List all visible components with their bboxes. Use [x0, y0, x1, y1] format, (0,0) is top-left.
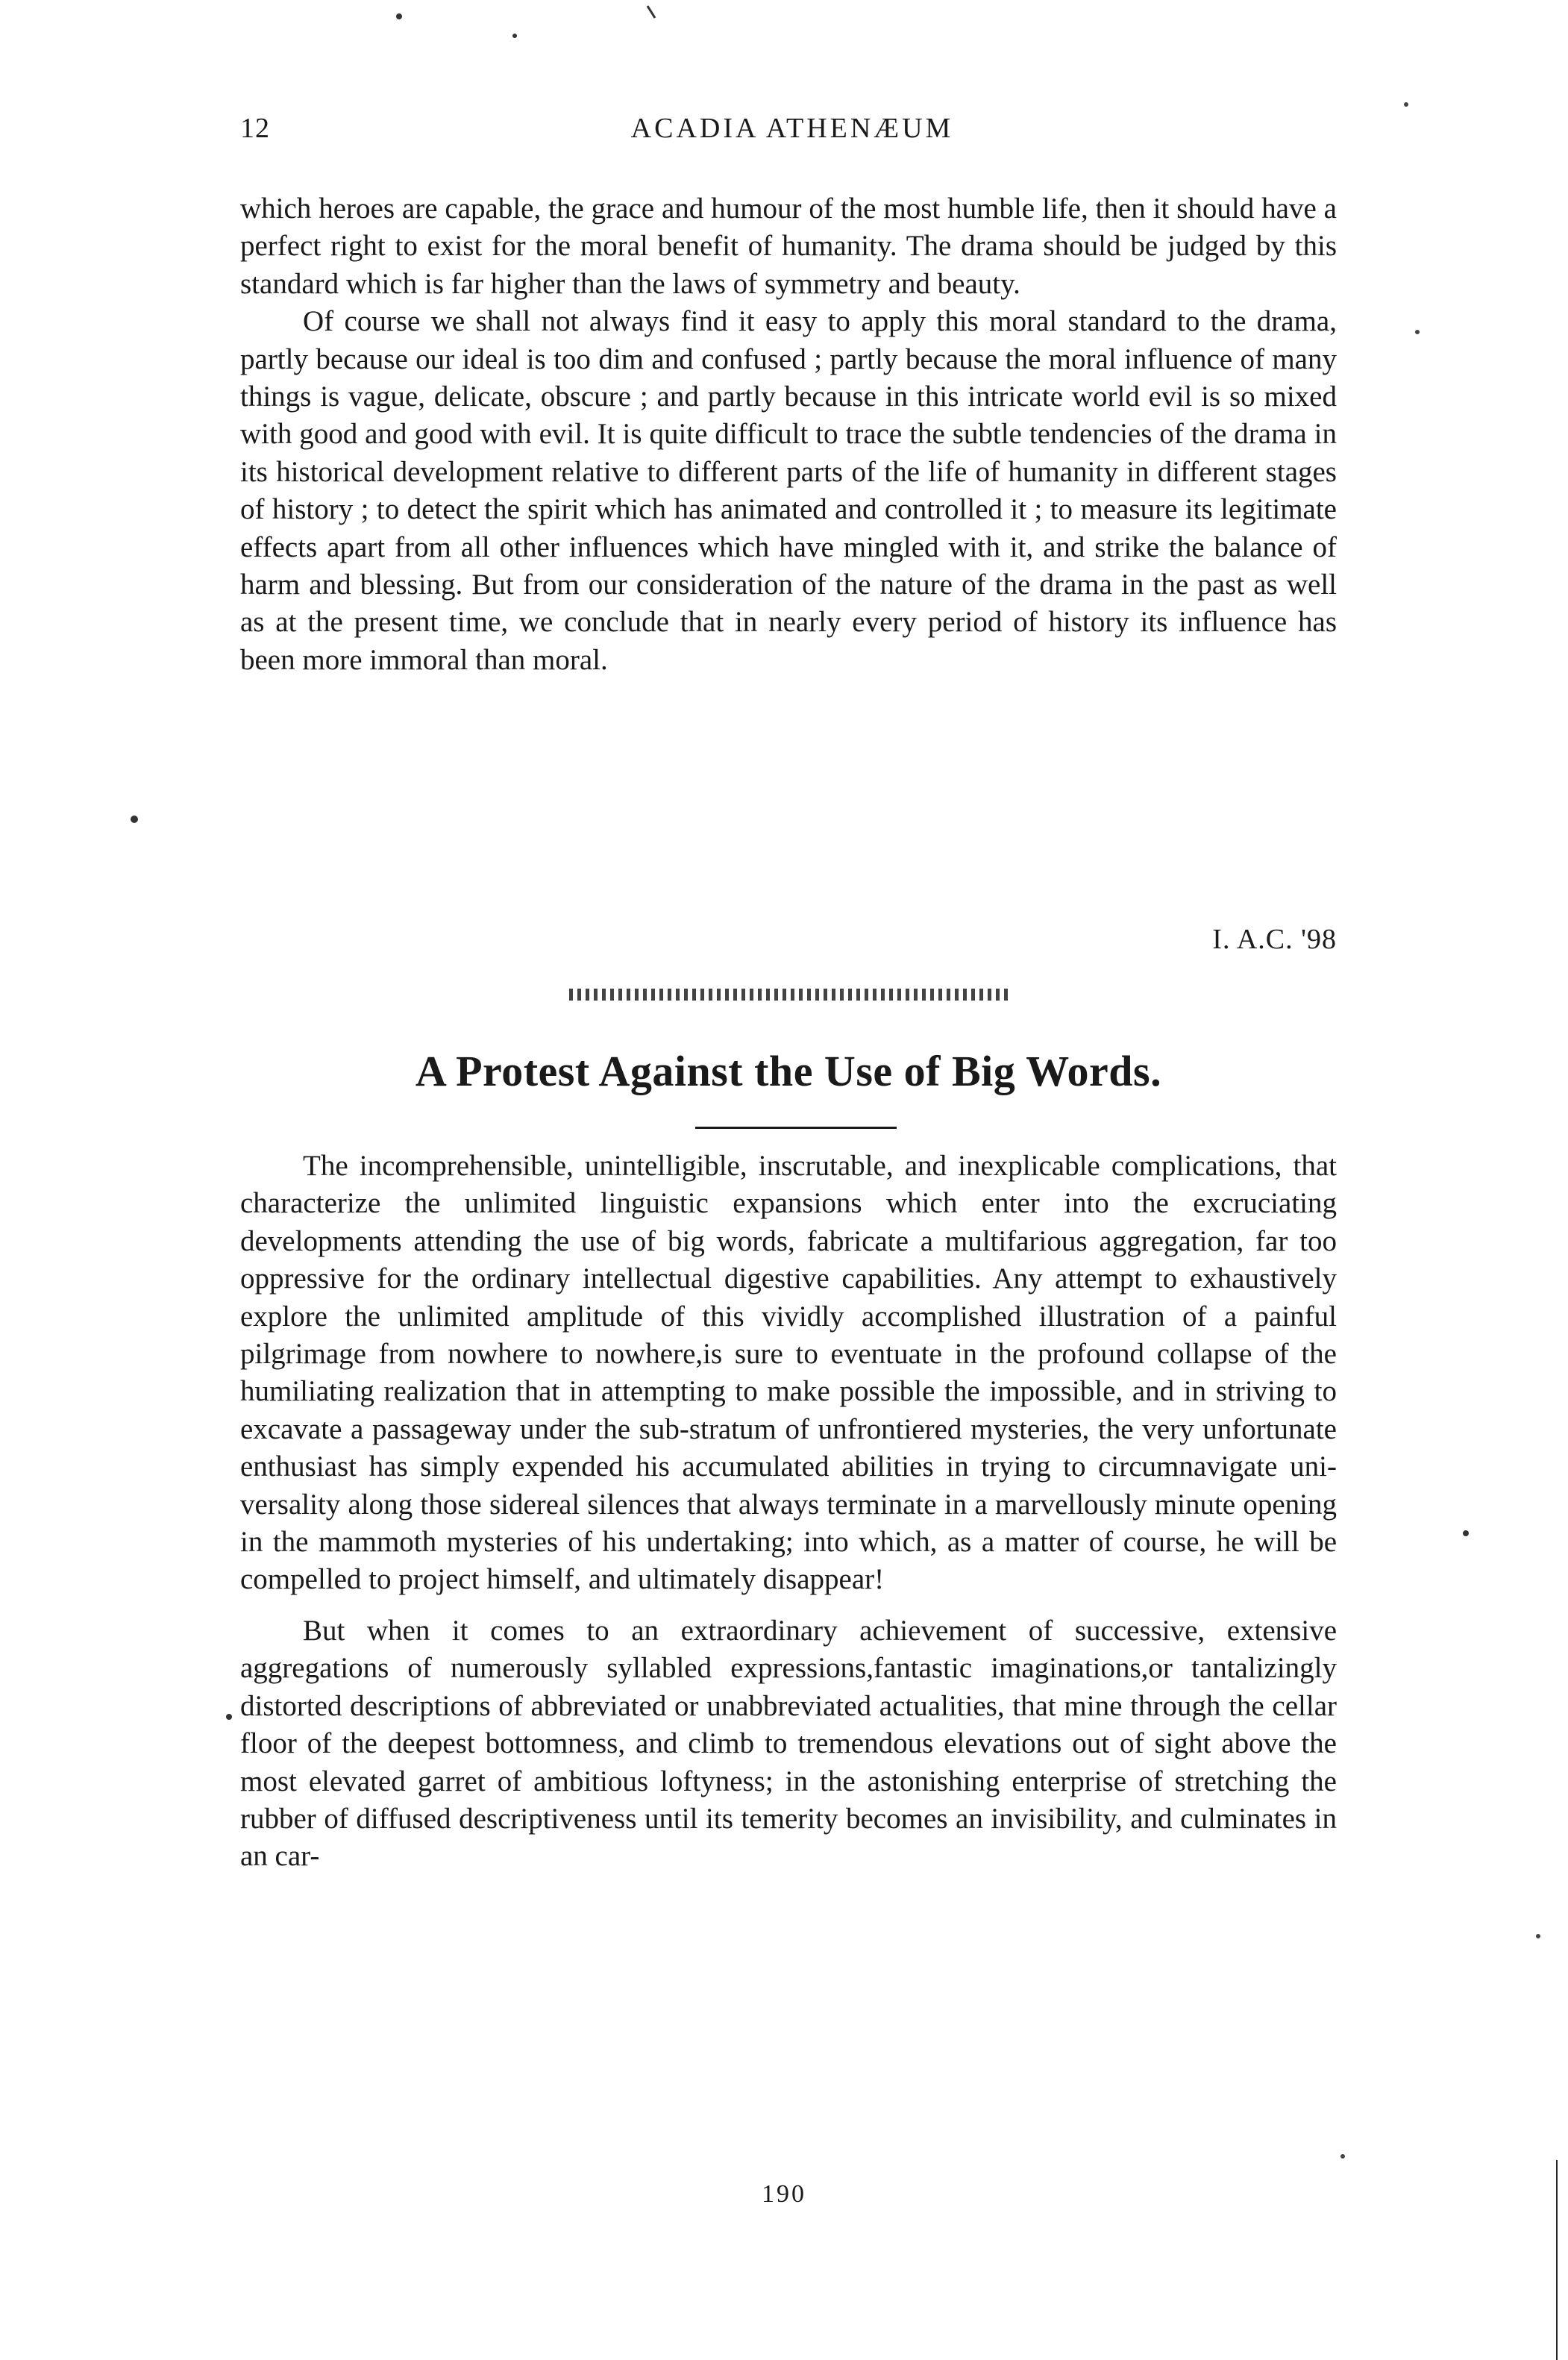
first-article-paragraph-2: Of course we shall not always find it easy to apply this moral standard to the drama, partly because our ideal is too dim and confused ; partly because the moral influence of many things is vague, delicate, obscure ; and partly because in this intricate world evil is so mixed with good and good with evil. It is quite difficult to trace the subtle tendencies of the drama in its historical development relative to different parts of the life of humanity in different stages of history ; to detect the spirit which has animated and controlled it ; to measure its legitimate effects apart from all other influences which have mingled with it, and strike the balance of harm and blessing. But from our consideration of the nature of the drama in the past as well as at the present time, we conclude that in nearly every period of history its influence has been more immoral than moral. — [240, 305, 1337, 676]
author-signature: I. A.C. '98 — [1212, 924, 1337, 955]
second-article-body — [240, 1148, 1337, 1876]
page-folio: 190 — [762, 2180, 806, 2208]
page-number: 12 — [240, 113, 270, 144]
section-divider-ornament — [569, 989, 1009, 1001]
page-header — [240, 112, 1344, 157]
second-article-paragraph-1: The incomprehensible, unintelligible, inscrutable, and inexplicable complications, that characterize the unlimited linguistic expansions which enter into the excruciating developments attending the use of big words, fabricate a multifarious aggregation, far too oppressive for the ordinary intellectual digestive capabilities. Any attempt to exhaustively explore the unlimited amplitude of this vividly accomplished illustration of a painful pilgrimage from nowhere to nowhere,is sure to eventuate in the profound collapse of the humiliating realization that in attempting to make possible the impossible, and in striving to excavate a passageway under the sub-stratum of unfrontiered mysteries, the very unfortunate enthusiast has simply expended his accumulated abilities in trying to circumnavigate universality along those sidereal silences that always terminate in a marvellously minute opening in the mammoth mysteries of his undertaking; into which, as a matter of course, he will be compelled to project himself, and ultimately disappear! — [240, 1150, 1337, 1596]
article-title: A Protest Against the Use of Big Words. — [415, 1047, 1162, 1095]
second-article-paragraph-2: But when it comes to an extraordinary achievement of successive, extensive aggregations of numerously syllabled expressions,fantastic imaginations,or tantalizingly distorted descriptions of abbreviated or unabbreviated actualities, that mine through the cellar floor of the deepest bottomness, and climb to tremendous elevations out of sight above the most elevated garret of ambitious loftyness; in the astonishing enterprise of stretching the rubber of diffused descriptiveness until its temerity becomes an invisibility, and culminates in an car- — [240, 1614, 1337, 1873]
first-article-paragraph-1: which heroes are capable, the grace and humour of the most humble life, then it should have a perfect right to exist for the moral benefit of humanity. The drama should be judged by this standard which is far higher than the laws of symmetry and beauty. — [240, 193, 1337, 300]
first-article-body — [240, 190, 1337, 679]
running-title: ACADIA ATHENÆUM — [630, 113, 954, 144]
page-edge-mark — [1556, 2160, 1558, 2360]
title-underline-rule — [695, 1127, 897, 1129]
